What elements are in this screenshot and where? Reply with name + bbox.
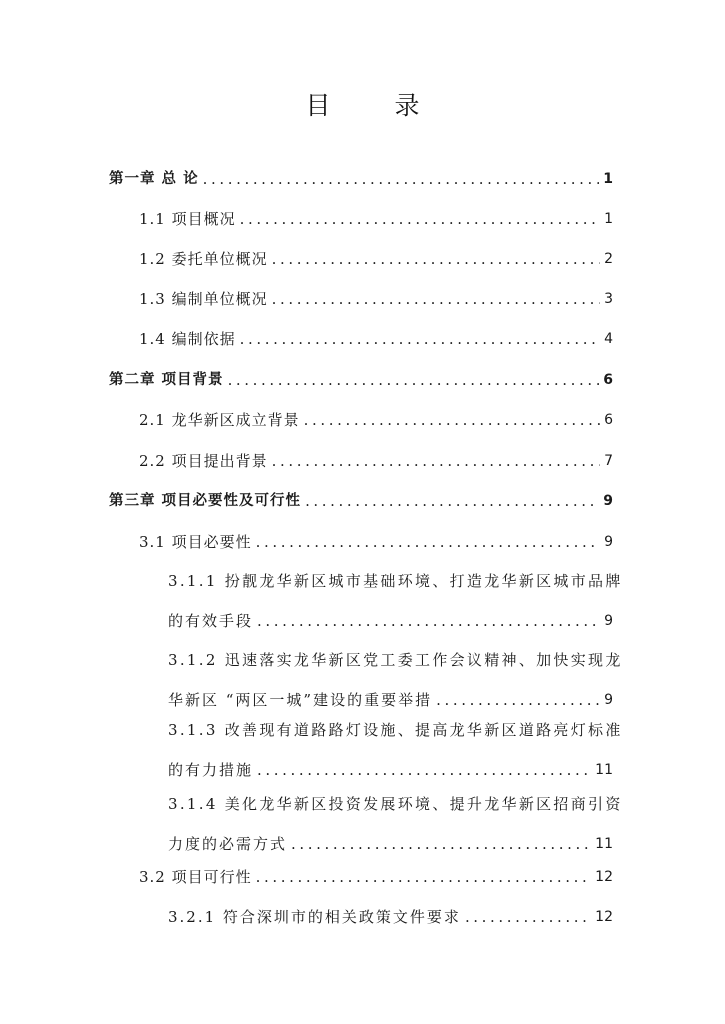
toc-entry-label-line-2: 的有力措施 — [168, 761, 254, 779]
toc-entry-label-line-2: 的有效手段 — [168, 612, 254, 630]
toc-leader-dots — [257, 760, 591, 780]
toc-leader-dots — [291, 834, 591, 854]
toc-page-number: 9 — [604, 692, 613, 708]
toc-entry-label: 第一章 总 论 — [109, 171, 199, 187]
toc-entry-3-1-1[interactable] — [168, 567, 623, 631]
toc-entry-3-1-2[interactable] — [168, 646, 623, 710]
toc-entry-label: 1.3 编制单位概况 — [139, 290, 268, 308]
toc-leader-dots — [436, 690, 600, 710]
toc-entry-label: 第三章 项目必要性及可行性 — [109, 493, 302, 509]
toc-entry-chapter-2[interactable] — [109, 366, 613, 390]
toc-page-number: 2 — [604, 251, 613, 267]
toc-leader-dots — [228, 370, 600, 390]
toc-entry-chapter-3[interactable] — [109, 487, 613, 511]
toc-leader-dots — [256, 867, 592, 887]
toc-page-number: 12 — [595, 869, 613, 885]
toc-entry-label-line-2: 力度的必需方式 — [168, 835, 288, 853]
toc-entry-label: 3.2 项目可行性 — [139, 868, 252, 886]
toc-entry-2-1[interactable] — [139, 406, 613, 430]
toc-page-number: 12 — [595, 909, 613, 925]
toc-entry-label: 3.1 项目必要性 — [139, 533, 252, 551]
toc-page-number: 4 — [604, 331, 613, 347]
toc-page-number: 9 — [604, 534, 613, 550]
toc-leader-dots — [203, 169, 600, 189]
toc-page-number: 11 — [595, 762, 613, 778]
toc-page-number: 7 — [604, 453, 613, 469]
toc-entry-label: 2.2 项目提出背景 — [139, 452, 268, 470]
toc-entry-label-line-1: 3.1.1 扮靓龙华新区城市基础环境、打造龙华新区城市品牌 — [168, 572, 623, 590]
toc-entry-label: 1.2 委托单位概况 — [139, 250, 268, 268]
toc-entry-label-line-1: 3.1.4 美化龙华新区投资发展环境、提升龙华新区招商引资 — [168, 795, 623, 813]
toc-leader-dots — [272, 249, 600, 269]
toc-leader-dots — [272, 289, 600, 309]
toc-entry-1-1[interactable] — [139, 205, 613, 229]
toc-entry-1-3[interactable] — [139, 285, 613, 309]
toc-page-number: 1 — [604, 211, 613, 227]
toc-entry-2-2[interactable] — [139, 447, 613, 471]
toc-entry-label: 2.1 龙华新区成立背景 — [139, 411, 300, 429]
toc-page-number: 9 — [603, 493, 613, 509]
toc-entry-1-2[interactable] — [139, 245, 613, 269]
toc-entry-3-2[interactable] — [139, 863, 613, 887]
toc-leader-dots — [240, 329, 600, 349]
toc-page-number: 3 — [604, 291, 613, 307]
toc-page-number: 9 — [604, 613, 613, 629]
toc-page-number: 6 — [603, 372, 613, 388]
toc-entry-chapter-1[interactable] — [109, 165, 613, 189]
toc-entry-label: 3.2.1 符合深圳市的相关政策文件要求 — [168, 908, 461, 926]
toc-entry-label-line-1: 3.1.3 改善现有道路路灯设施、提高龙华新区道路亮灯标准 — [168, 721, 623, 739]
toc-entry-3-1-4[interactable] — [168, 790, 623, 854]
toc-entry-3-1-3[interactable] — [168, 716, 623, 780]
toc-page-number: 11 — [595, 836, 613, 852]
toc-leader-dots — [272, 451, 600, 471]
toc-entry-1-4[interactable] — [139, 325, 613, 349]
toc-leader-dots — [305, 491, 599, 511]
toc-entry-3-1[interactable] — [139, 528, 613, 552]
toc-leader-dots — [465, 907, 591, 927]
toc-leader-dots — [256, 532, 600, 552]
toc-page-number: 6 — [604, 412, 613, 428]
toc-leader-dots — [240, 209, 600, 229]
toc-title: 目 录 — [305, 91, 448, 120]
toc-entry-label: 1.4 编制依据 — [139, 330, 236, 348]
toc-entry-label: 第二章 项目背景 — [109, 372, 224, 388]
toc-entry-label: 1.1 项目概况 — [139, 210, 236, 228]
toc-entry-label-line-2: 华新区 “两区一城”建设的重要举措 — [168, 691, 433, 709]
toc-page-number: 1 — [603, 171, 613, 187]
toc-entry-label-line-1: 3.1.2 迅速落实龙华新区党工委工作会议精神、加快实现龙 — [168, 651, 623, 669]
toc-leader-dots — [257, 611, 600, 631]
toc-entry-3-2-1[interactable] — [168, 903, 613, 927]
toc-leader-dots — [304, 410, 600, 430]
